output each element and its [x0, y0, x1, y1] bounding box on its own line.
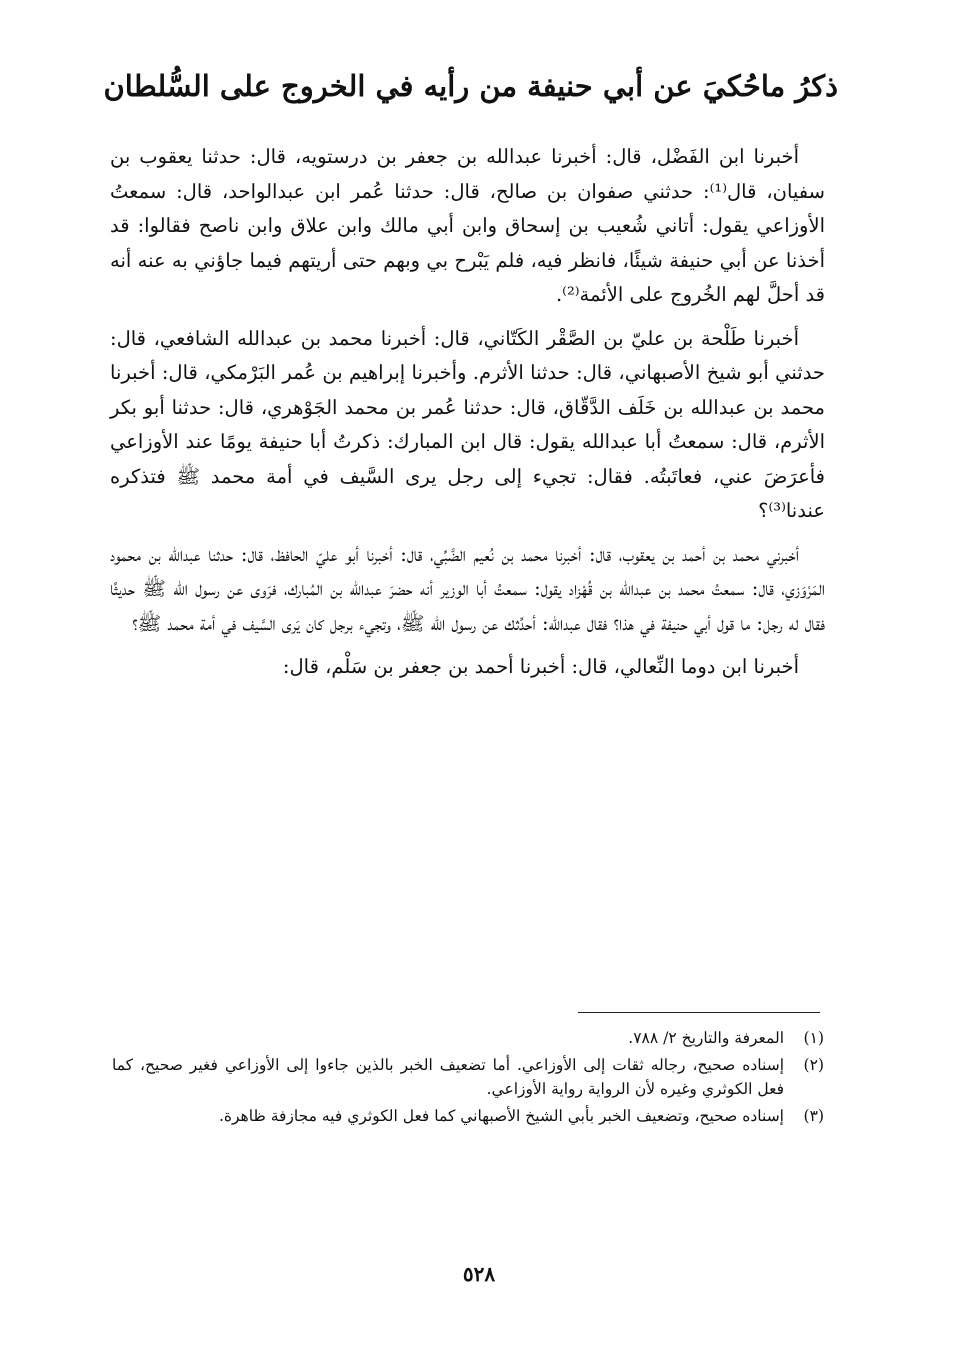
paragraph-2: أخبرنا طَلْحة بن عليّ بن الصَّقْر الكَتّاني، قال: أخبرنا محمد بن عبدالله الشافعي، قال: حدثني أبو شيخ الأصبهاني، قال: حدثنا الأثرم. وأخبرنا إبراهيم بن عُمر البَرْمكي، قال: أخبرنا محمد بن عبدالله بن خَلَف الدَّقّاق، قال: حدثنا عُمر بن محمد الجَوْهري، قال: حدثنا أبو بكر الأثرم، قال: سمعتُ أبا عبدالله يقول: قال ابن المبارك: ذكرتُ أبا حنيفة يومًا عند الأوزاعي فأعرَضَ عني، فعاتَبتُه. فقال: تجيء إلى رجل يرى السَّيف في أمة محمد ﷺ فتذكره عندنا⁽³⁾؟ — [110, 326, 825, 522]
footnote-text: المعرفة والتاريخ ٢/ ٧٨٨. — [628, 1029, 784, 1047]
footnote-text: إسناده صحيح، وتضعيف الخبر بأبي الشيخ الأصبهاني كما فعل الكوثري فيه مجازفة ظاهرة. — [218, 1107, 784, 1125]
footnote-number: (٢) — [803, 1056, 824, 1074]
footnote-text: إسناده صحيح، رجاله ثقات إلى الأوزاعي. أما تضعيف الخبر بالذين جاءوا إلى الأوزاعي فغير صحيح، كما فعل الكوثري وغيره لأن الرواية رواية الأوزاعي. — [112, 1056, 784, 1098]
main-text — [110, 140, 825, 694]
footnote-number: (١) — [803, 1029, 824, 1047]
paragraph-3: أخبرني محمد بن أحمد بن يعقوب، قال: أخبرنا محمد بن نُعيم الضَّبِّي، قال: أخبرنا أبو عليّ الحافظ، قال: حدثنا عبدالله بن محمود المَرْوَزي، قال: سمعتُ محمد بن عبدالله بن قُهْزاد يقول: سمعتُ أبا الوزير أنه حضرَ عبدالله بن المُبارك، فرَوى عن رسول الله ﷺ حديثًا فقال له رجل: ما قول أبي حنيفة في هذا؟ فقال عبدالله: أحدِّثك عن رسول الله ﷺ، وتجيء برجل كان يَرى السَّيف في أمة محمد ﷺ؟ — [110, 542, 825, 635]
footnote-1 — [112, 1026, 824, 1050]
paragraph-1: أخبرنا ابن الفَضْل، قال: أخبرنا عبدالله بن جعفر بن درستويه، قال: حدثنا يعقوب بن سفيان، قال⁽¹⁾: حدثني صفوان بن صالح، قال: حدثنا عُمر ابن عبدالواحد، قال: سمعتُ الأوزاعي يقول: أتاني شُعيب بن إسحاق وابن أبي مالك وابن علاق وابن ناصح فقالوا: قد أخذنا عن أبي حنيفة شيئًا، فانظر فيه، فلم يَبْرح بي وبهم حتى أريتهم فيما جاؤني به عنه أنه قد أحلَّ لهم الخُروج على الأئمة⁽²⁾. — [110, 145, 825, 306]
footnote-3 — [112, 1104, 824, 1128]
page-number: ٥٢٨ — [462, 1262, 496, 1286]
footnote-number: (٣) — [803, 1107, 824, 1125]
footnote-2 — [112, 1053, 824, 1101]
paragraph-4: أخبرنا ابن دوما النِّعالي، قال: أخبرنا أحمد بن جعفر بن سَلْم، قال: — [282, 655, 799, 678]
footnote-separator — [578, 1012, 820, 1013]
section-title: ذكرُ ماحُكيَ عن أبي حنيفة من رأيه في الخروج على السُّلطان — [103, 69, 838, 103]
footnotes — [112, 1026, 824, 1131]
